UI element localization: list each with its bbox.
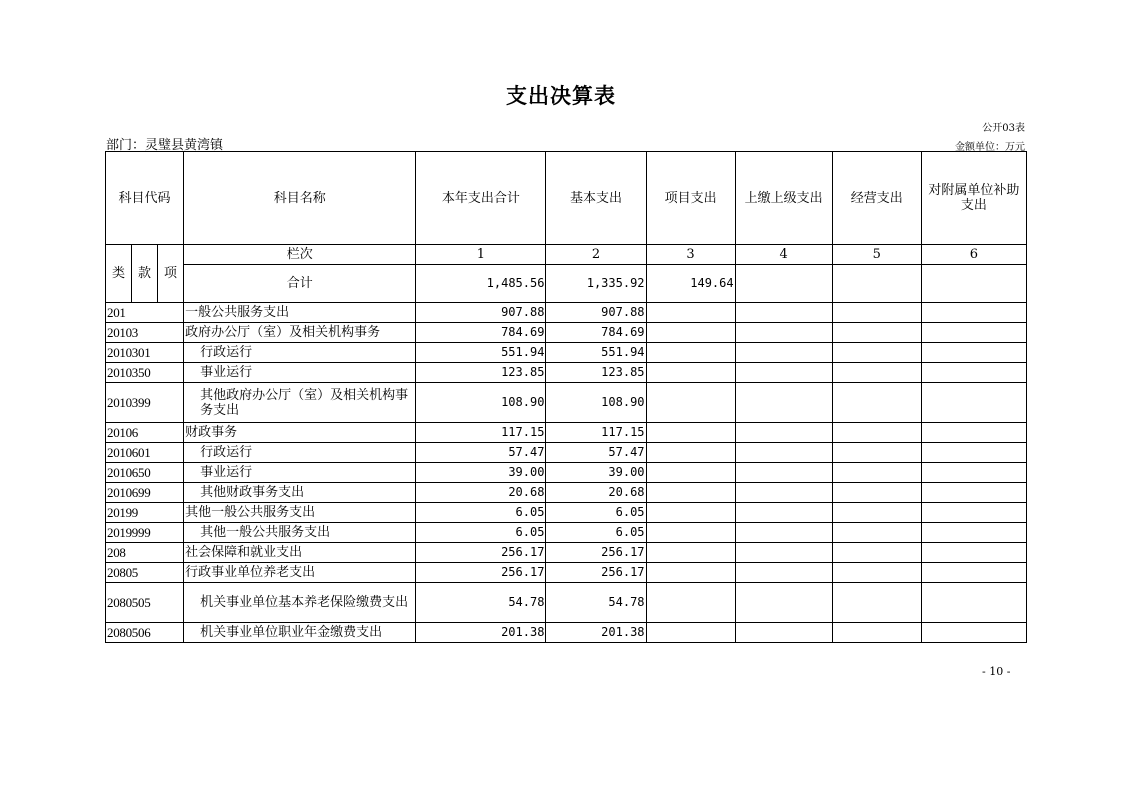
row-upper: [735, 503, 832, 523]
total-basic: 1,335.92: [546, 265, 646, 303]
page-number: - 10 -: [982, 665, 1011, 678]
row-upper: [735, 563, 832, 583]
header-lanci: 栏次: [184, 245, 416, 265]
row-total: 784.69: [416, 323, 546, 343]
row-name: 其他一般公共服务支出: [184, 523, 416, 543]
row-project: [646, 523, 735, 543]
row-code: 201: [106, 303, 184, 323]
row-subsidy: [921, 443, 1026, 463]
header-subsidy: 对附属单位补助支出: [921, 152, 1026, 245]
row-subsidy: [921, 323, 1026, 343]
column-index-2: 2: [546, 245, 646, 265]
row-basic: 784.69: [546, 323, 646, 343]
row-subsidy: [921, 623, 1026, 643]
row-project: [646, 343, 735, 363]
column-index-4: 4: [735, 245, 832, 265]
row-business: [832, 523, 921, 543]
row-business: [832, 323, 921, 343]
table-row: [106, 523, 1027, 543]
row-total: 551.94: [416, 343, 546, 363]
row-total: 20.68: [416, 483, 546, 503]
header-lei: 类: [106, 245, 132, 303]
amount-unit-label: 金额单位：万元: [955, 142, 1025, 153]
table-row: [106, 563, 1027, 583]
row-basic: 39.00: [546, 463, 646, 483]
table-row: [106, 423, 1027, 443]
header-basic: 基本支出: [546, 152, 646, 245]
row-code: 2010350: [106, 363, 184, 383]
row-subsidy: [921, 503, 1026, 523]
row-project: [646, 463, 735, 483]
row-name: 一般公共服务支出: [184, 303, 416, 323]
header-kuan: 款: [132, 245, 158, 303]
row-project: [646, 503, 735, 523]
row-code: 2010699: [106, 483, 184, 503]
column-index-6: 6: [921, 245, 1026, 265]
row-name: 其他政府办公厅（室）及相关机构事务支出: [184, 383, 416, 423]
department-label: 部门：灵璧县黄湾镇: [106, 138, 224, 153]
row-basic: 57.47: [546, 443, 646, 463]
row-code: 20106: [106, 423, 184, 443]
row-basic: 54.78: [546, 583, 646, 623]
total-business: [832, 265, 921, 303]
total-subsidy: [921, 265, 1026, 303]
row-basic: 201.38: [546, 623, 646, 643]
row-subsidy: [921, 463, 1026, 483]
column-index-3: 3: [646, 245, 735, 265]
header-code: 科目代码: [106, 152, 184, 245]
table-row: [106, 483, 1027, 503]
row-total: 907.88: [416, 303, 546, 323]
row-total: 57.47: [416, 443, 546, 463]
row-code: 2080505: [106, 583, 184, 623]
expenditure-table: [105, 151, 1027, 643]
row-basic: 6.05: [546, 523, 646, 543]
header-business: 经营支出: [832, 152, 921, 245]
data-rows: [106, 303, 1027, 643]
row-subsidy: [921, 343, 1026, 363]
row-project: [646, 563, 735, 583]
total-project: 149.64: [646, 265, 735, 303]
row-basic: 6.05: [546, 503, 646, 523]
row-business: [832, 383, 921, 423]
table-row: [106, 363, 1027, 383]
row-upper: [735, 543, 832, 563]
row-basic: 117.15: [546, 423, 646, 443]
row-upper: [735, 343, 832, 363]
row-business: [832, 543, 921, 563]
row-upper: [735, 523, 832, 543]
column-index-5: 5: [832, 245, 921, 265]
row-business: [832, 363, 921, 383]
row-upper: [735, 303, 832, 323]
row-business: [832, 483, 921, 503]
row-subsidy: [921, 423, 1026, 443]
row-project: [646, 423, 735, 443]
row-upper: [735, 423, 832, 443]
row-total: 108.90: [416, 383, 546, 423]
row-total: 54.78: [416, 583, 546, 623]
row-name: 行政事业单位养老支出: [184, 563, 416, 583]
row-total: 201.38: [416, 623, 546, 643]
row-project: [646, 583, 735, 623]
row-subsidy: [921, 303, 1026, 323]
total-row: [106, 265, 1027, 303]
header-total: 本年支出合计: [416, 152, 546, 245]
table-row: [106, 383, 1027, 423]
header-upper: 上缴上级支出: [735, 152, 832, 245]
row-subsidy: [921, 563, 1026, 583]
row-code: 208: [106, 543, 184, 563]
table-row: [106, 543, 1027, 563]
row-business: [832, 563, 921, 583]
row-business: [832, 443, 921, 463]
row-business: [832, 343, 921, 363]
column-index-1: 1: [416, 245, 546, 265]
row-business: [832, 503, 921, 523]
row-project: [646, 443, 735, 463]
row-code: 20103: [106, 323, 184, 343]
row-name: 事业运行: [184, 363, 416, 383]
row-upper: [735, 363, 832, 383]
row-business: [832, 423, 921, 443]
total-amount: 1,485.56: [416, 265, 546, 303]
row-subsidy: [921, 543, 1026, 563]
row-upper: [735, 443, 832, 463]
row-code: 20199: [106, 503, 184, 523]
total-label: 合计: [184, 265, 416, 303]
row-name: 政府办公厅（室）及相关机构事务: [184, 323, 416, 343]
row-upper: [735, 623, 832, 643]
row-total: 39.00: [416, 463, 546, 483]
table-row: [106, 303, 1027, 323]
row-subsidy: [921, 523, 1026, 543]
row-subsidy: [921, 363, 1026, 383]
row-upper: [735, 483, 832, 503]
row-name: 行政运行: [184, 343, 416, 363]
row-project: [646, 323, 735, 343]
row-code: 2010301: [106, 343, 184, 363]
total-upper: [735, 265, 832, 303]
table-row: [106, 343, 1027, 363]
row-business: [832, 583, 921, 623]
column-index-row: [106, 245, 1027, 265]
row-basic: 123.85: [546, 363, 646, 383]
row-basic: 108.90: [546, 383, 646, 423]
row-subsidy: [921, 483, 1026, 503]
row-total: 123.85: [416, 363, 546, 383]
row-upper: [735, 463, 832, 483]
row-basic: 20.68: [546, 483, 646, 503]
page-title: 支出决算表: [506, 83, 616, 108]
row-name: 事业运行: [184, 463, 416, 483]
row-business: [832, 303, 921, 323]
row-name: 财政事务: [184, 423, 416, 443]
row-upper: [735, 323, 832, 343]
row-name: 机关事业单位基本养老保险缴费支出: [184, 583, 416, 623]
table-row: [106, 323, 1027, 343]
row-total: 117.15: [416, 423, 546, 443]
header-project: 项目支出: [646, 152, 735, 245]
table-row: [106, 503, 1027, 523]
row-name: 机关事业单位职业年金缴费支出: [184, 623, 416, 643]
table-row: [106, 583, 1027, 623]
row-project: [646, 483, 735, 503]
row-basic: 551.94: [546, 343, 646, 363]
row-code: 2010650: [106, 463, 184, 483]
row-code: 2010399: [106, 383, 184, 423]
table-row: [106, 443, 1027, 463]
form-number: 公开03表: [982, 123, 1025, 134]
row-business: [832, 623, 921, 643]
table-row: [106, 623, 1027, 643]
row-code: 2010601: [106, 443, 184, 463]
row-basic: 256.17: [546, 543, 646, 563]
row-project: [646, 303, 735, 323]
row-subsidy: [921, 583, 1026, 623]
row-name: 其他财政事务支出: [184, 483, 416, 503]
row-project: [646, 623, 735, 643]
row-name: 其他一般公共服务支出: [184, 503, 416, 523]
row-basic: 907.88: [546, 303, 646, 323]
header-name: 科目名称: [184, 152, 416, 245]
row-project: [646, 383, 735, 423]
row-upper: [735, 383, 832, 423]
row-subsidy: [921, 383, 1026, 423]
row-code: 2080506: [106, 623, 184, 643]
row-total: 6.05: [416, 503, 546, 523]
row-basic: 256.17: [546, 563, 646, 583]
row-upper: [735, 583, 832, 623]
row-name: 社会保障和就业支出: [184, 543, 416, 563]
row-business: [832, 463, 921, 483]
header-row: [106, 152, 1027, 245]
table-row: [106, 463, 1027, 483]
row-total: 6.05: [416, 523, 546, 543]
row-project: [646, 543, 735, 563]
row-total: 256.17: [416, 563, 546, 583]
row-total: 256.17: [416, 543, 546, 563]
row-project: [646, 363, 735, 383]
row-code: 20805: [106, 563, 184, 583]
row-name: 行政运行: [184, 443, 416, 463]
row-code: 2019999: [106, 523, 184, 543]
header-xiang: 项: [158, 245, 184, 303]
